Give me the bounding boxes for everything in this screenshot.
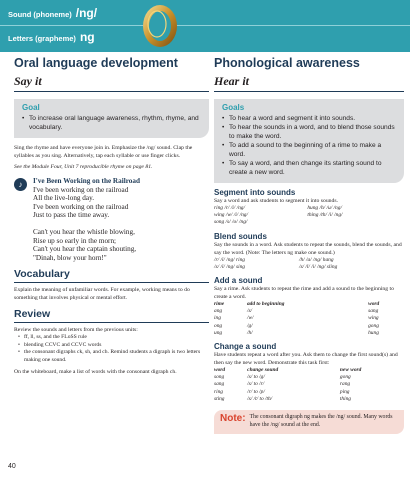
verse-line: I've been working on the railroad <box>33 202 129 211</box>
verse-line: Can't you hear the whistle blowing, <box>33 227 135 236</box>
review-intro: Review the sounds and letters from the previous units: <box>14 327 138 334</box>
banner-divider <box>0 25 410 26</box>
phoneme-value: /ng/ <box>75 6 98 20</box>
verse-line: Can't you hear the captain shouting, <box>33 245 137 254</box>
table-row: /r/ /i/ /ng/ ring /h/ /a/ /ng/ hang <box>214 256 334 263</box>
gold-ring-icon <box>138 2 182 50</box>
verse-line: Rise up so early in the morn; <box>33 236 117 245</box>
grapheme-label: Letters (grapheme) <box>8 34 76 43</box>
add-sound-heading: Add a sound <box>214 276 263 286</box>
say-it-subtitle: Say it <box>14 74 42 88</box>
goal-item: • To hear a word and segment it into sounds. <box>222 114 396 123</box>
hear-it-subtitle: Hear it <box>214 74 249 88</box>
review-heading: Review <box>14 308 51 321</box>
grapheme-value: ng <box>79 30 95 44</box>
left-column <box>14 56 209 376</box>
table-row: song /s/ /o/ /ng/ <box>214 219 248 226</box>
blend-heading: Blend sounds <box>214 231 267 241</box>
note-text: The consonant digraph ng makes the /ng/ sound. Many words have the /ng/ sound at the end. <box>249 414 393 428</box>
music-note-icon: ♪ <box>14 178 27 191</box>
review-outro: On the whiteboard, make a list of words with the consonant digraph ch. <box>14 369 177 376</box>
goal-box <box>14 99 209 138</box>
reproducible-note: See the Module Four, Unit 7 reproducible rhyme on page 81. <box>14 164 153 170</box>
table-header-row: word change sound new word <box>214 367 362 374</box>
add-sound-text: Say a rime. Ask students to repeat the rime and add a sound to the beginning to create a word. <box>214 286 394 301</box>
grapheme-row <box>8 30 95 44</box>
table-row: song /s/ to /g/ gong <box>214 374 351 381</box>
phoneme-row <box>8 6 97 20</box>
title-rule <box>14 91 209 92</box>
note-box <box>214 410 404 434</box>
add-sound-table <box>214 301 404 337</box>
verse-line: "Dinah, blow your horn!" <box>33 253 107 262</box>
phonological-title: Phonological awareness <box>214 56 360 70</box>
goal-item: • To add a sound to the beginning of a rime to make a word. <box>222 141 396 159</box>
goal-item: • To increase oral language awareness, rhythm, rhyme, and vocabulary. <box>22 114 201 132</box>
vocabulary-heading: Vocabulary <box>14 268 70 281</box>
goal-item: • To say a word, and then change its starting sound to create a new word. <box>222 159 396 177</box>
table-row: sang /s/ to /r/ rang <box>214 381 351 388</box>
goals-box <box>214 99 404 183</box>
right-column <box>214 56 404 434</box>
table-row: ring /r/ to /p/ ping <box>214 388 350 395</box>
table-row: ring /r/ /i/ /ng/ hung /h/ /u/ /ng/ <box>214 205 342 211</box>
table-row: /s/ /i/ /ng/ sing /s/ /l/ /i/ /ng/ sling <box>214 263 338 270</box>
unit-header-banner <box>0 0 410 52</box>
table-row: ung /h/ hung <box>214 329 379 336</box>
segment-table <box>214 205 404 227</box>
change-sound-heading: Change a sound <box>214 342 277 352</box>
goal-item: • To hear the sounds in a word, and to blend those sounds to make the word. <box>222 123 396 141</box>
vocabulary-rule <box>14 282 209 283</box>
page-number: 40 <box>8 463 16 470</box>
rhyme-intro: Sing the rhyme and have everyone join in. Emphasize the /ng/ sound. Clap the syllables as you sing. Alternatively, tap each syllable or use finger clicks. <box>14 145 193 159</box>
vocabulary-text: Explain the meaning of unfamiliar words. For example, working means to do something that involves physical or mental effort. <box>14 287 190 302</box>
segment-text: Say a word and ask students to segment it into sounds. <box>214 198 339 204</box>
review-item: • blending CCVC and CCVC words <box>14 342 209 350</box>
goals-heading: Goals <box>222 103 245 112</box>
change-sound-table <box>214 367 404 403</box>
review-rule <box>14 322 209 323</box>
table-row: ong /g/ gong <box>214 322 379 329</box>
rhyme-block <box>14 177 209 262</box>
verse-line: Just to pass the time away. <box>33 211 110 220</box>
table-row: sting /s/ /t/ to /th/ thing <box>214 395 352 402</box>
table-row: wing /w/ /i/ /ng/ thing /th/ /i/ /ng/ <box>214 212 343 219</box>
table-header-row: rime add to beginning word <box>214 301 380 308</box>
verse-line: I've been working on the railroad <box>33 185 129 194</box>
verse-line: All the live-long day. <box>33 194 95 203</box>
review-item: • the consonant digraphs ck, sh, and ch. Remind students a digraph is two letters making one sound. <box>14 349 209 364</box>
rhyme-title: I've Been Working on the Railroad <box>33 177 140 185</box>
goal-heading: Goal <box>22 103 40 112</box>
oral-language-title: Oral language development <box>14 56 178 70</box>
blend-table <box>214 257 404 271</box>
segment-heading: Segment into sounds <box>214 188 296 197</box>
note-label: Note: <box>220 413 246 425</box>
phoneme-label: Sound (phoneme) <box>8 10 72 19</box>
table-row: ang /s/ sang <box>214 308 379 315</box>
title-rule <box>214 91 404 92</box>
change-sound-text: Have students repeat a word after you. Ask them to change the first sound(s) and then say the new word. Demonstrate this task first: <box>214 352 398 367</box>
review-item: • ff, ll, ss, and the FLoSS rule <box>14 334 209 342</box>
blend-text: Say the sounds in a word. Ask students to repeat the sounds, blend the sounds, and say the word. (Note: The letters ng make one sound.) <box>214 241 402 256</box>
table-row: ing /w/ wing <box>214 315 379 322</box>
